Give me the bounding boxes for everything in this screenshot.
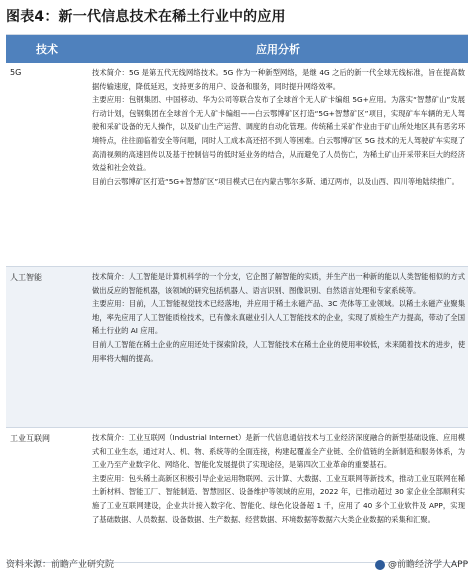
tech-analysis: [88, 428, 468, 562]
tech-analysis: [88, 63, 468, 266]
table-row-industrial-internet: [6, 428, 468, 563]
tech-name: 工业互联网: [10, 434, 50, 443]
analysis-paragraph: 技术简介：工业互联网（Industrial Internet）是新一代信息通信技术与工业经济深度融合的新型基础设施、应用模式和工业生态，通过对人、机、物、系统等的全面连接，构建起覆盖全产业链、全价值链的全新制造和服务体系，为工业乃至产业数字化、网络化、智能化发展提供了实现途径，是第四次工业革命的重要基石。: [92, 433, 465, 470]
analysis-paragraph: 主要应用：包钢集团、中国移动、华为公司等联合发布了全球首个无人矿卡编组 5G+应用。为落实“智慧矿山”发展行动计划，包钢集团在全球首个无人矿卡编组——白云鄂博矿区打造“5G+智慧矿区”项目，实现矿车车辆的无人驾驶和采矿设备的无人操作，以及矿山生产运营、调度的自动化管理。传统稀土采矿作业由于矿山所处地区具有恶劣环境特点，往往面临着安全等问题，同时人工成本高还招不到人等困难。白云鄂博矿区 5G 技术的无人驾驶矿车实现了高清视频的高速回传以及基于控制信号的低时延业务的结合，从而避免了人员伤亡，为稀土矿山开采带来巨大的经济效益和社会效益。: [92, 95, 465, 173]
source-note: 资料来源：前瞻产业研究院: [6, 560, 115, 570]
table-row-ai: [6, 267, 468, 428]
tech-analysis: [88, 267, 468, 427]
analysis-paragraph: 主要应用：目前，人工智能视觉技术已经落地，并应用于稀土永磁产品、3C 壳体等工业领域。以稀土永磁产业聚集地，率先应用了人工智能质检技术，已有像永真磁业引入人工智能技术的企业，实现了质检生产力提高，带动了全国稀土行业的 AI 应用。: [92, 299, 465, 336]
tech-name: 人工智能: [10, 273, 42, 282]
application-table: [6, 34, 468, 563]
table-header: [6, 35, 468, 63]
table-row-5g: [6, 63, 468, 267]
analysis-paragraph: 技术简介：人工智能是计算机科学的一个分支，它企图了解智能的实质，并生产出一种新的能以人类智能相似的方式做出反应的智能机器，该领域的研究包括机器人、语言识别、图像识别、自然语言处理和专家系统等。: [92, 272, 465, 295]
footer: [6, 556, 468, 574]
brand-logo-icon: [375, 560, 385, 570]
analysis-paragraph: 目前人工智能在稀土企业的应用还处于探索阶段，人工智能技术在稀土企业的使用率较低，未来随着技术的进步，使用率将大幅的提高。: [92, 339, 465, 363]
header-application: 应用分析: [256, 43, 300, 56]
analysis-paragraph: 技术简介：5G 是第五代无线网络技术。5G 作为一种新型网络，是继 4G 之后的新一代全球无线标准，旨在提高数据传输速度，降低延迟，支持更多的用户、设备和服务，同时提升网络效率。: [92, 68, 465, 91]
brand-label: @前瞻经济学人APP: [387, 560, 468, 570]
tech-name: 5G: [10, 68, 22, 77]
analysis-paragraph: 主要应用：包头稀土高新区积极引导企业运用物联网、云计算、大数据、工业互联网等新技术，推动工业互联网在稀土新材料、智能工厂、智能制造、智慧园区、设备维护等领域的应用，2022 年，已推动超过 30 家企业全部顺利实施了工业互联网建设，企业共计接入数字化、智能化、绿色化设备超 1 千，应用了 40 多个工业软件及 APP，实现了基础数据、人员数据、设备数据、生产数据、经营数据、环境数据等数据六大类企业数据的采集和汇聚。: [92, 473, 465, 524]
page-title: 图表4：新一代信息技术在稀土行业中的应用: [6, 9, 286, 25]
header-tech: 技术: [36, 43, 58, 56]
brand-credit: [375, 556, 468, 574]
analysis-paragraph: 目前白云鄂博矿区打造“5G+智慧矿区”项目模式已在内蒙古鄂尔多斯、通辽两市，以及山西、四川等地陆续推广。: [92, 176, 459, 186]
